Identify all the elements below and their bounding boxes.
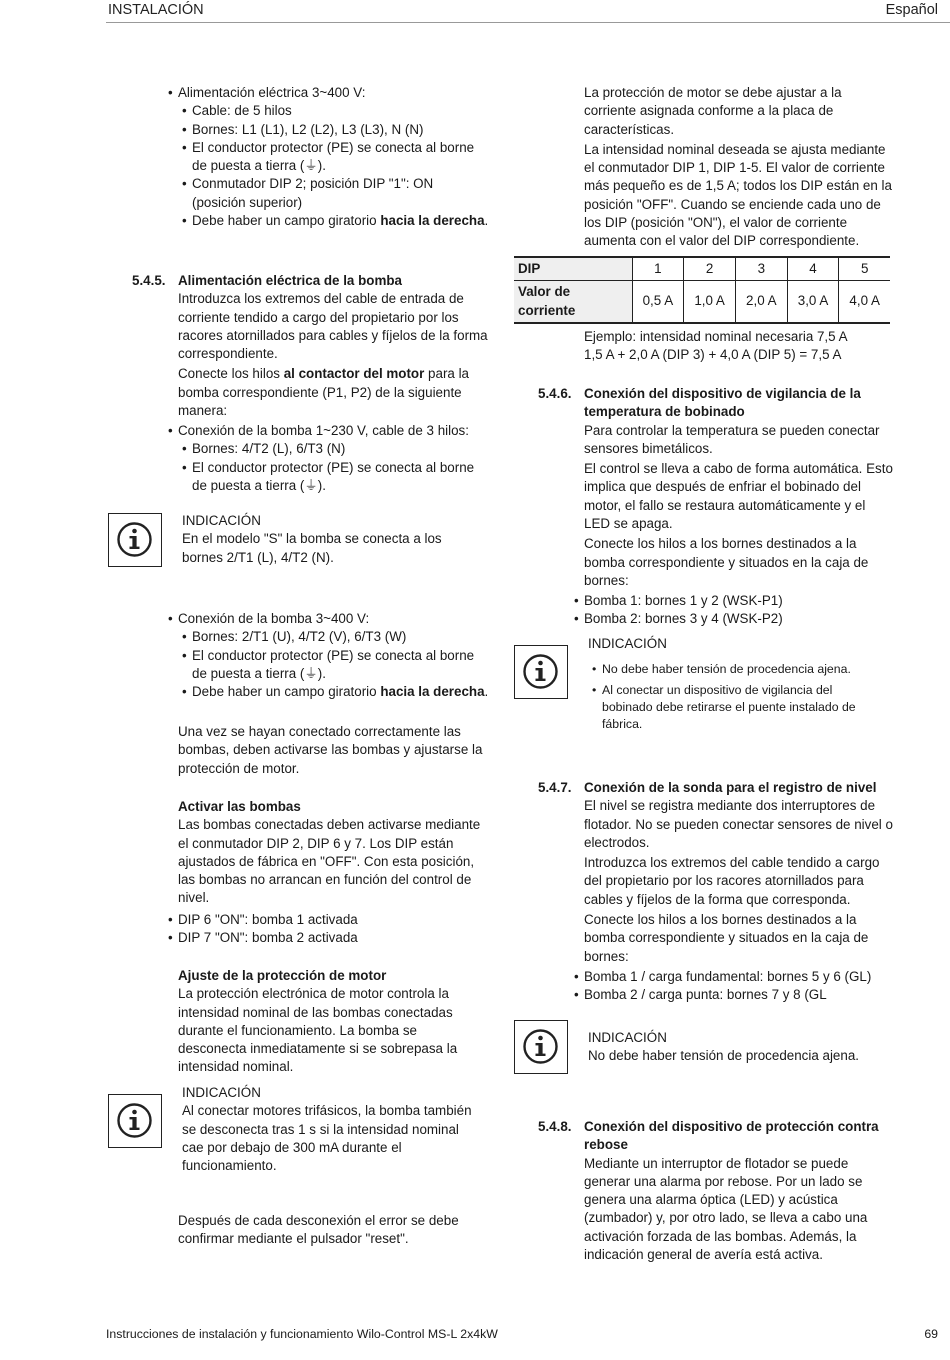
section-5-4-5 [178, 272, 490, 420]
note-text: En el modelo "S" la bomba se conecta a los bornes 2/T1 (L), 4/T2 (N). [182, 531, 442, 565]
section-number: 5.4.5. [132, 273, 166, 288]
list-item: • Conexión de la bomba 1~230 V, cable de 3 hilos: [168, 422, 490, 440]
info-icon [514, 1020, 568, 1074]
section-number: 5.4.6. [538, 386, 572, 401]
note-text: Al conectar motores trifásicos, la bomba también se desconecta tras 1 s si la intensidad nominal cae por debajo de 300 mA durante el funcionamiento. [182, 1103, 472, 1174]
table-cell: 2 [684, 257, 736, 281]
paragraph: El nivel se registra mediante dos interruptores de flotador. No se pueden conectar sensores de nivel o electrodos. [584, 798, 893, 850]
note-title: INDICACIÓN [588, 636, 667, 651]
list-item: • Conmutador DIP 2; posición DIP "1": ON (posición superior) [168, 175, 490, 212]
note-1 [182, 512, 482, 567]
header-language: Español [885, 2, 938, 18]
list-item: • Alimentación eléctrica 3~400 V: [168, 84, 490, 102]
paragraph: Conecte los hilos al contactor del motor para la bomba correspondiente (P1, P2) de la siguiente manera: [178, 366, 469, 419]
paragraph: Mediante un interruptor de flotador se puede generar una alarma por rebose. Por un lado se genera una alarma óptica (LED) y acústica (zumbador) y, por otro lado, se lleva a cabo una activación forzada de las bombas. Además, la indicación general de avería está activa. [584, 1155, 868, 1263]
list-item: • Bornes: 2/T1 (U), 4/T2 (V), 6/T3 (W) [168, 628, 490, 646]
list-item: • DIP 7 "ON": bomba 2 activada [168, 929, 490, 947]
activate-pumps [178, 798, 484, 908]
list-item: • Bornes: L1 (L1), L2 (L2), L3 (L3), N (N) [168, 121, 490, 139]
section-number: 5.4.7. [538, 780, 572, 795]
section-5-4-7 [584, 779, 894, 966]
page-number: 69 [924, 1327, 938, 1341]
paragraph: El control se lleva a cabo de forma automática. Esto implica que después de enfriar el bobinado del motor, el fallo se restaura automáticamente y el LED se apaga. [584, 461, 893, 532]
list-item: • Bomba 1: bornes 1 y 2 (WSK-P1) [574, 592, 894, 610]
list-item: • Al conectar un dispositivo de vigilancia del bobinado debe retirarse el puente instalado de fábrica. [588, 682, 884, 733]
section-5-4-6 [584, 385, 894, 590]
paragraph: La protección electrónica de motor controla la intensidad nominal de las bombas conectadas durante el funcionamiento. La bomba se desconecta inmediatamente si se sobrepasa la intensidad nominal. [178, 986, 458, 1075]
paragraph: 1,5 A + 2,0 A (DIP 3) + 4,0 A (DIP 5) = 7,5 A [584, 347, 842, 363]
table-cell: 0,5 A [632, 281, 684, 323]
list-item: • Bornes: 4/T2 (L), 6/T3 (N) [168, 440, 490, 458]
example-block [584, 328, 894, 365]
note-2 [182, 1084, 482, 1175]
list-item: • Cable: de 5 hilos [168, 102, 490, 120]
note-title: INDICACIÓN [182, 513, 261, 528]
paragraph: Para controlar la temperatura se pueden conectar sensores bimetálicos. [584, 422, 880, 456]
section-title: Conexión de la sonda para el registro de nivel [584, 780, 877, 795]
level-list [574, 968, 894, 1005]
paragraph: Las bombas conectadas deben activarse mediante el conmutador DIP 2, DIP 6 y 7. Los DIP están ajustados de fábrica en "OFF". Con esta posición, las bombas no arrancan en función del control de nivel. [178, 817, 481, 906]
paragraph: Una vez se hayan conectado correctamente las bombas, deben activarse las bombas y ajustarse la protección de motor. [178, 724, 483, 776]
list-item: • Conexión de la bomba 3~400 V: [168, 610, 490, 628]
paragraph: Conecte los hilos a los bornes destinados a la bomba correspondiente y situados en la caja de bornes: [584, 912, 869, 964]
list-item: • No debe haber tensión de procedencia ajena. [588, 661, 884, 678]
section-number: 5.4.8. [538, 1119, 572, 1134]
note-title: INDICACIÓN [182, 1085, 261, 1100]
table-cell: 4 [787, 257, 839, 281]
paragraph: La protección de motor se debe ajustar a la corriente asignada conforme a la placa de características. [584, 85, 842, 137]
section-5-4-8 [584, 1118, 894, 1264]
right-intro [584, 84, 894, 251]
list-item: • Debe haber un campo giratorio hacia la derecha. [168, 683, 490, 701]
motor-protection [178, 967, 484, 1077]
list-item: • Bomba 1 / carga fundamental: bornes 5 y 6 (GL) [574, 968, 894, 986]
note-title: INDICACIÓN [588, 1030, 667, 1045]
section-title: Conexión del dispositivo de vigilancia de la temperatura de bobinado [584, 386, 861, 420]
table-cell: DIP [514, 257, 632, 281]
list-item: • Debe haber un campo giratorio hacia la derecha. [168, 212, 490, 230]
info-icon [108, 513, 162, 567]
dip-table [514, 256, 890, 324]
section-title: Conexión del dispositivo de protección contra rebose [584, 1119, 879, 1153]
list-item: • El conductor protector (PE) se conecta al borne de puesta a tierra (⏚). [168, 647, 490, 684]
paragraph: Conecte los hilos a los bornes destinados a la bomba correspondiente y situados en la caja de bornes: [584, 536, 869, 588]
list-item: • Bomba 2 / carga punta: bornes 7 y 8 (GL [574, 986, 894, 1004]
list-item: • DIP 6 "ON": bomba 1 activada [168, 911, 490, 929]
intro-power-block [168, 84, 490, 230]
info-icon [108, 1094, 162, 1148]
list-item: • Bomba 2: bornes 3 y 4 (WSK-P2) [574, 610, 894, 628]
list-item: • El conductor protector (PE) se conecta al borne de puesta a tierra (⏚). [168, 139, 490, 176]
paragraph: La intensidad nominal deseada se ajusta mediante el conmutador DIP 1, DIP 1-5. El valor de corriente más pequeño es de 1,5 A; todos los DIP están en la posición "OFF". Cuando se enciende cada uno de los DIP (posición "ON"), el valor de corriente aumenta con el valor del DIP correspondiente. [584, 141, 892, 249]
list-item: • El conductor protector (PE) se conecta al borne de puesta a tierra (⏚). [168, 459, 490, 496]
footer-title: Instrucciones de instalación y funcionamiento Wilo-Control MS-L 2x4kW [106, 1327, 498, 1341]
paragraph: Ejemplo: intensidad nominal necesaria 7,5 A [584, 329, 848, 344]
note-text: No debe haber tensión de procedencia ajena. [588, 1048, 859, 1064]
table-cell: 3,0 A [787, 281, 839, 323]
wsk-list [574, 592, 894, 629]
info-icon [514, 645, 568, 699]
dip-activation-list [168, 911, 490, 948]
subsection-title: Activar las bombas [178, 799, 301, 814]
pump-230-list [168, 422, 490, 495]
table-cell: 1,0 A [684, 281, 736, 323]
table-cell: 2,0 A [735, 281, 787, 323]
table-cell: 3 [735, 257, 787, 281]
paragraph: Después de cada desconexión el error se debe confirmar mediante el pulsador "reset". [178, 1213, 459, 1247]
table-cell: 5 [839, 257, 890, 281]
pump-400-list [168, 610, 490, 701]
table-cell: 4,0 A [839, 281, 890, 323]
header-section: INSTALACIÓN [108, 2, 204, 18]
paragraph: Introduzca los extremos del cable de entrada de corriente tendido a cargo del propietario por los racores atornillados para cables y fíjelos de la forma correspondiente. [178, 291, 488, 362]
paragraph: Introduzca los extremos del cable tendido a cargo del propietario por los racores atornillados para cables y fíjelos de la forma que corresponda. [584, 855, 880, 907]
header-rule [106, 22, 950, 23]
table-row [514, 257, 890, 281]
section-title: Alimentación eléctrica de la bomba [178, 273, 402, 288]
note-4 [588, 1029, 888, 1066]
table-cell: Valor de corriente [514, 281, 632, 323]
note-3 [588, 635, 884, 733]
table-row [514, 281, 890, 323]
subsection-title: Ajuste de la protección de motor [178, 968, 387, 983]
table-cell: 1 [632, 257, 684, 281]
